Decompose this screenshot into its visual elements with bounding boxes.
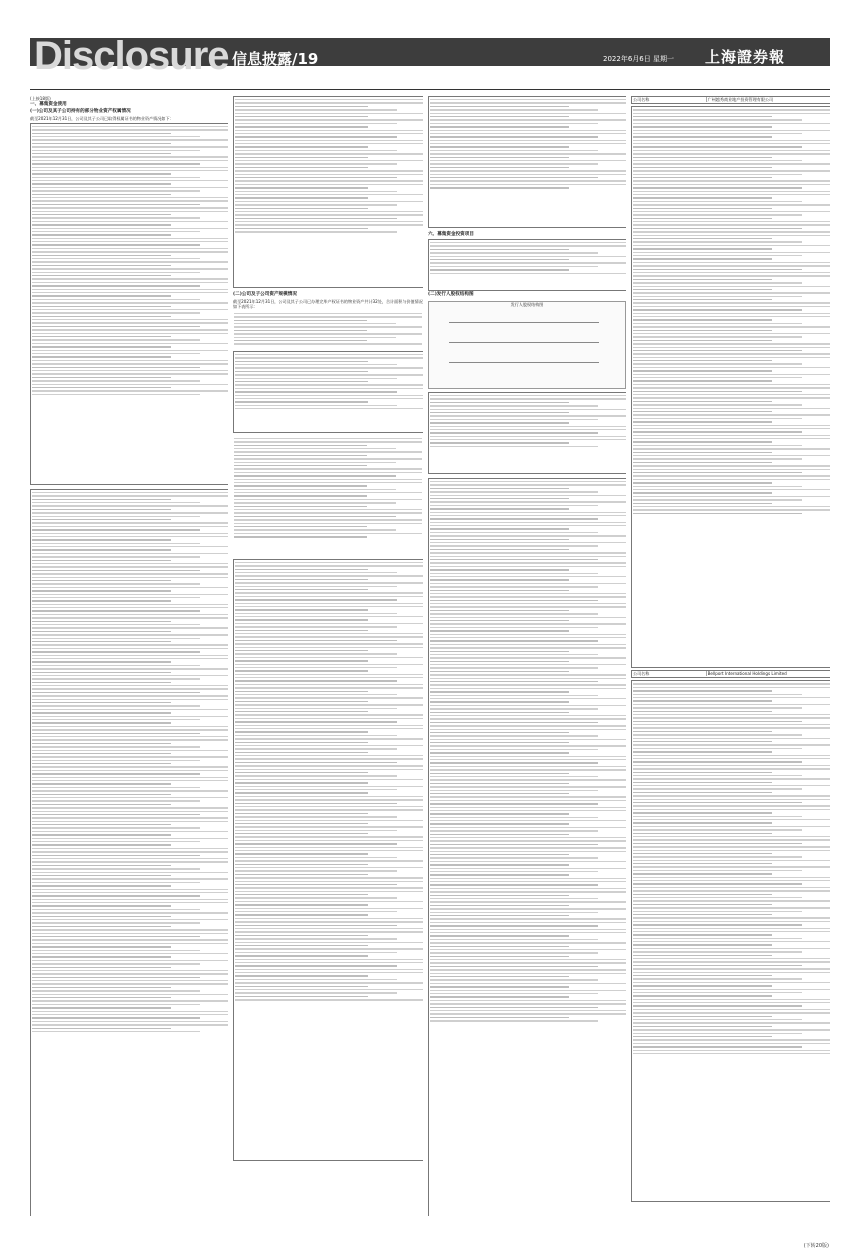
subsidiary-table (428, 392, 626, 474)
issue-date: 2022年6月6日 星期一 (603, 55, 674, 63)
continued-footer: (下转20版) (803, 1243, 829, 1249)
section-heading: 六、募集资金投资项目 (428, 232, 474, 237)
chart-caption: 发行人股权结构图 (510, 302, 544, 307)
column-2 (233, 96, 423, 1216)
header-rule (30, 89, 830, 90)
section-title-en: Disclosure (34, 34, 229, 78)
property-table (30, 123, 228, 485)
sub-heading: (一)公司及其子公司持有的部分物业资产权属情况 (30, 109, 131, 115)
row-key: 公司名称 (632, 97, 707, 102)
column-1 (30, 96, 228, 1216)
company-info-tables (631, 106, 830, 668)
project-table (428, 239, 626, 291)
sub-heading: (二)发行人股权结构图 (428, 292, 474, 297)
section-heading: (二)公司及子公司资产规模情况 (233, 292, 297, 297)
license-table (428, 96, 626, 228)
property-table-continued (30, 489, 228, 1216)
section-title-cn: 信息披露/19 (232, 50, 319, 68)
paragraph-lines-2 (233, 436, 423, 556)
paragraph-lines (233, 311, 423, 351)
intro-paragraph: 截至2021年12月31日，公司及其子公司已取得权属证书的物业资产情况如下： (30, 116, 174, 122)
company-info-table (631, 96, 830, 104)
equity-structure-chart (428, 301, 626, 389)
row-value: 广州越秀商业地产投资管理有限公司 (707, 97, 774, 102)
section-paragraph: 截至2021年12月31日，公司及其子公司已办理完毕产权证书的物业资产共计32处，合计面积与价值情况如下表所示： (233, 299, 423, 310)
top-margin (0, 0, 857, 34)
company-info-tables-2 (631, 680, 830, 1202)
company-info-tables (428, 478, 626, 1216)
company-info-table-en (631, 670, 830, 678)
section-heading: 一、募集资金使用 (30, 102, 67, 108)
asset-table (233, 96, 423, 288)
related-party-table (233, 559, 423, 1161)
summary-table (233, 351, 423, 433)
column-4 (631, 96, 830, 1216)
continued-notice: (上接18版) (30, 96, 51, 101)
row-key: 公司名称 (632, 671, 707, 676)
row-value: Bellport International Holdings Limited (707, 671, 787, 677)
table-row (632, 97, 830, 103)
column-3 (428, 96, 626, 1216)
table-row (632, 671, 830, 677)
newspaper-logo: 上海證券報 (705, 48, 786, 66)
